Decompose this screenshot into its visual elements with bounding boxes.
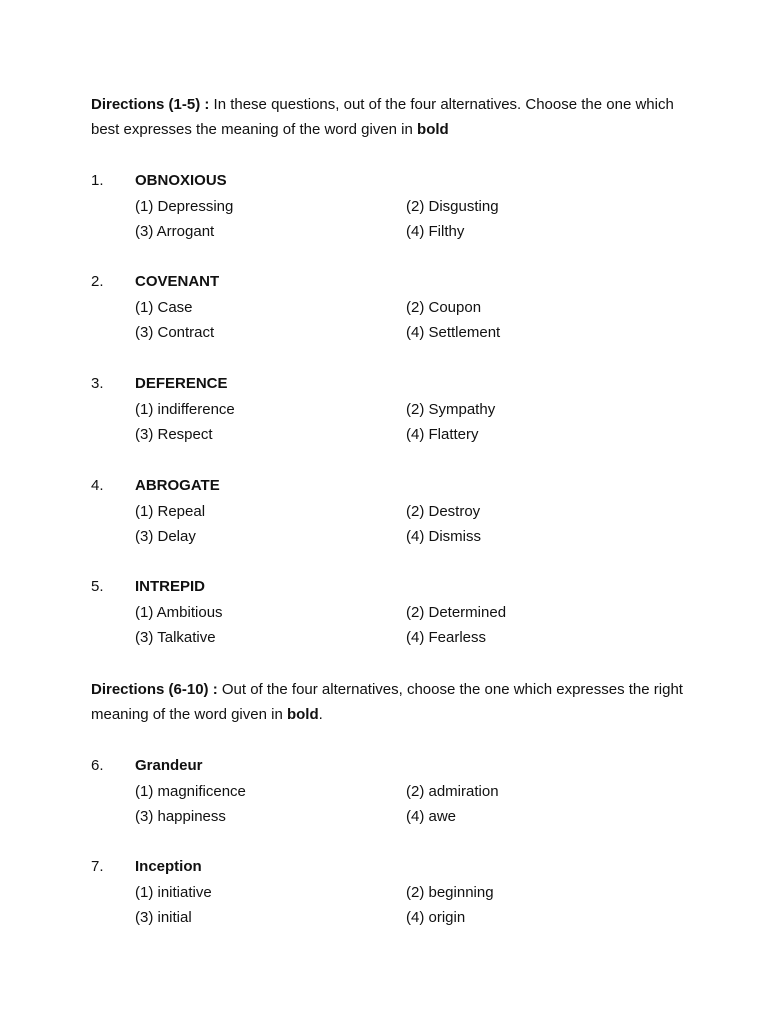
option-3: (3) happiness <box>135 808 226 825</box>
option-3: (3) Contract <box>135 324 215 341</box>
option-2: (2) Determined <box>406 604 507 621</box>
directions-label: Directions (6-10) : <box>91 681 218 698</box>
question-word: Grandeur <box>135 757 203 774</box>
question-word: COVENANT <box>135 273 220 290</box>
directions-label: Directions (1-5) : <box>91 96 210 113</box>
question-5 <box>0 574 768 654</box>
option-4: (4) Flattery <box>406 426 479 443</box>
option-2: (2) admiration <box>406 783 499 800</box>
question-word: Inception <box>135 858 202 875</box>
option-3: (3) initial <box>135 909 192 926</box>
option-2: (2) Sympathy <box>406 401 496 418</box>
option-1: (1) Ambitious <box>135 604 223 621</box>
directions-bold-word: bold <box>417 121 449 138</box>
option-3: (3) Talkative <box>135 629 216 646</box>
option-2: (2) Disgusting <box>406 198 499 215</box>
option-3: (3) Respect <box>135 426 213 443</box>
option-4: (4) Dismiss <box>406 528 481 545</box>
option-2: (2) Destroy <box>406 503 481 520</box>
option-4: (4) Filthy <box>406 223 465 240</box>
directions-suffix: . <box>318 706 323 723</box>
option-4: (4) Settlement <box>406 324 501 341</box>
question-7 <box>0 854 768 934</box>
question-word: OBNOXIOUS <box>135 172 227 189</box>
option-1: (1) indifference <box>135 401 235 418</box>
option-3: (3) Arrogant <box>135 223 215 240</box>
directions-text: Out of the four alternatives, choose the one which expresses the right meaning of the word given in <box>91 681 683 723</box>
option-1: (1) Repeal <box>135 503 206 520</box>
question-4 <box>0 473 768 553</box>
question-2 <box>0 269 768 349</box>
option-1: (1) Case <box>135 299 193 316</box>
option-2: (2) Coupon <box>406 299 482 316</box>
question-number: 1. <box>91 172 104 189</box>
option-4: (4) awe <box>406 808 457 825</box>
directions-text: In these questions, out of the four alternatives. Choose the one which best expresses the meaning of the word given in <box>91 96 674 138</box>
question-1 <box>0 168 768 248</box>
question-6 <box>0 753 768 833</box>
question-number: 2. <box>91 273 104 290</box>
option-1: (1) initiative <box>135 884 212 901</box>
directions-1-5 <box>91 92 691 142</box>
question-word: INTREPID <box>135 578 206 595</box>
question-number: 7. <box>91 858 104 875</box>
question-number: 6. <box>91 757 104 774</box>
question-number: 4. <box>91 477 104 494</box>
option-2: (2) beginning <box>406 884 494 901</box>
directions-bold-word: bold <box>286 706 319 723</box>
question-word: ABROGATE <box>135 477 220 494</box>
option-4: (4) Fearless <box>406 629 487 646</box>
option-3: (3) Delay <box>135 528 196 545</box>
option-1: (1) Depressing <box>135 198 234 215</box>
option-1: (1) magnificence <box>135 783 246 800</box>
option-4: (4) origin <box>406 909 466 926</box>
question-number: 3. <box>91 375 104 392</box>
question-3 <box>0 371 768 451</box>
directions-6-10 <box>91 677 691 727</box>
question-word: DEFERENCE <box>135 375 228 392</box>
question-number: 5. <box>91 578 104 595</box>
